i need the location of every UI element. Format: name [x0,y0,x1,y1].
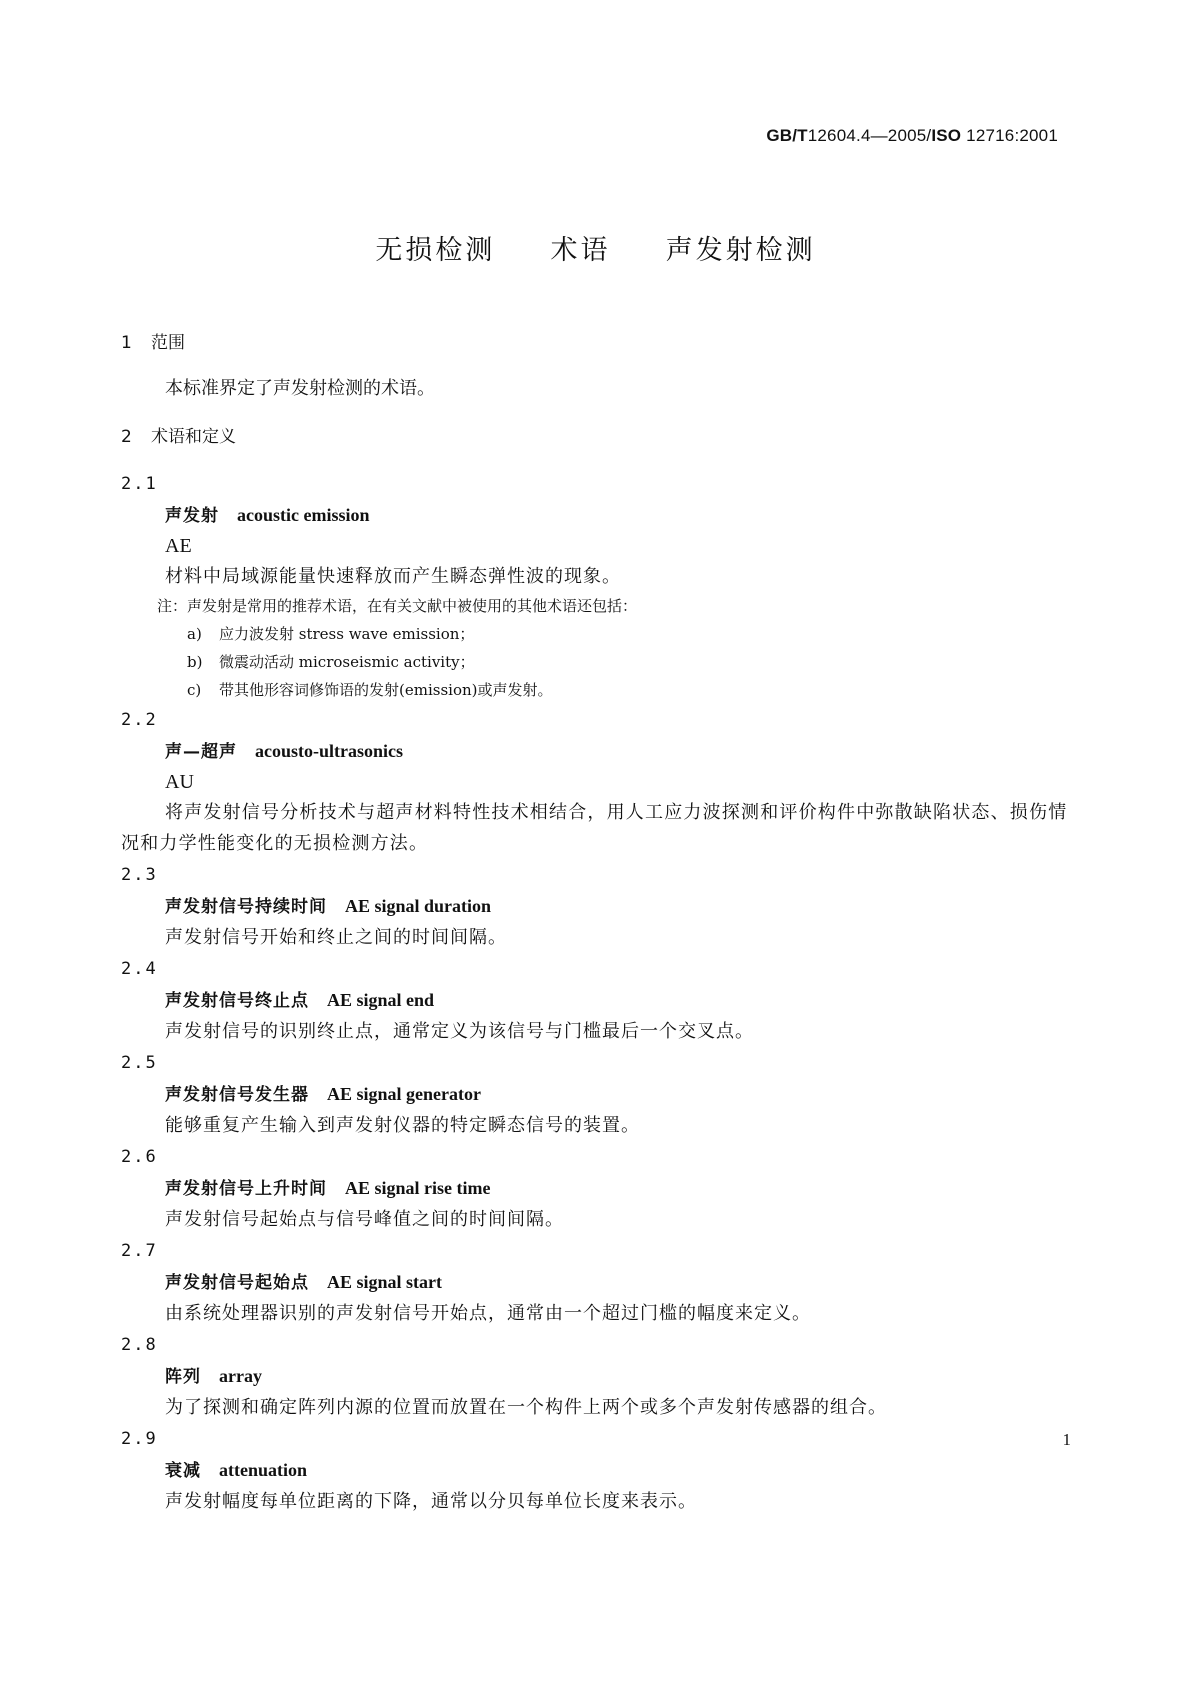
term-english: array [219,1366,262,1386]
term-entry [121,704,1071,859]
term-entry [121,1423,1071,1517]
term-entry [121,1329,1071,1423]
term-english: attenuation [219,1460,308,1480]
term-line [121,891,1071,922]
term-chinese: 声发射信号发生器 [165,1085,309,1105]
term-line [121,500,1071,531]
list-marker: b) [187,653,203,671]
term-entry [121,953,1071,1047]
term-line [121,736,1071,767]
entry-number: 2.6 [121,1147,158,1167]
term-chinese: 阵列 [165,1367,201,1387]
term-note: 注：声发射是常用的推荐术语，在有关文献中被使用的其他术语还包括： [157,597,638,615]
standard-code-gb-number: 12604.4—2005/ [807,126,932,145]
term-chinese: 声发射信号终止点 [165,991,309,1011]
term-english: AE signal start [327,1272,443,1292]
scope-paragraph: 本标准界定了声发射检测的术语。 [165,378,435,399]
term-abbreviation: AU [165,771,194,793]
page-number: 1 [1062,1430,1071,1449]
term-english: AE signal generator [327,1084,481,1104]
term-entry [121,468,1071,704]
entry-number: 2.9 [121,1429,158,1449]
term-chinese: 声发射信号起始点 [165,1273,309,1293]
note-list-item [121,648,1071,676]
section-2-heading [121,422,1071,452]
document-title: 无损检测 术语 声发射检测 [375,235,816,266]
entry-number: 2.2 [121,710,158,730]
term-english: AE signal duration [345,896,492,916]
standard-code [766,126,1058,146]
term-line [121,1173,1071,1204]
term-chinese: 声发射 [165,506,219,526]
term-entry [121,1141,1071,1235]
term-definition: 为了探测和确定阵列内源的位置而放置在一个构件上两个或多个声发射传感器的组合。 [165,1397,887,1418]
term-definition: 声发射信号起始点与信号峰值之间的时间间隔。 [165,1209,564,1230]
term-entry [121,859,1071,953]
term-definition: 将声发射信号分析技术与超声材料特性技术相结合，用人工应力波探测和评价构件中弥散缺陷状态、损伤情况和力学性能变化的无损检测方法。 [121,802,1068,854]
entry-number: 2.8 [121,1335,158,1355]
section-title: 范围 [151,333,185,353]
term-line [121,1361,1071,1392]
term-entry [121,1047,1071,1141]
standard-code-iso: ISO [931,126,962,145]
term-definition: 声发射信号开始和终止之间的时间间隔。 [165,927,507,948]
note-list-item [121,676,1071,704]
term-chinese: 衰减 [165,1461,201,1481]
term-english: AE signal rise time [345,1178,491,1198]
term-definition: 由系统处理器识别的声发射信号开始点，通常由一个超过门槛的幅度来定义。 [165,1303,811,1324]
entry-number: 2.1 [121,474,158,494]
entry-number: 2.3 [121,865,158,885]
term-english: acoustic emission [237,505,370,525]
list-marker: c) [187,681,202,699]
list-text: 带其他形容词修饰语的发射(emission)或声发射。 [219,681,553,699]
entry-number: 2.5 [121,1053,158,1073]
term-definition: 声发射信号的识别终止点，通常定义为该信号与门槛最后一个交叉点。 [165,1021,754,1042]
section-title: 术语和定义 [151,427,236,447]
term-entry [121,1235,1071,1329]
term-definition: 能够重复产生输入到声发射仪器的特定瞬态信号的装置。 [165,1115,640,1136]
term-line [121,1267,1071,1298]
term-definition: 声发射幅度每单位距离的下降，通常以分贝每单位长度来表示。 [165,1491,697,1512]
section-number: 1 [121,333,132,353]
list-text: 微震动活动 microseismic activity； [219,653,475,671]
entry-number: 2.7 [121,1241,158,1261]
list-marker: a) [187,625,202,643]
term-line [121,1455,1071,1486]
term-chinese: 声—超声 [165,742,237,762]
term-chinese: 声发射信号上升时间 [165,1179,327,1199]
term-abbreviation: AE [165,535,192,557]
standard-code-iso-number: 12716:2001 [966,126,1058,145]
section-1-heading [121,328,1071,358]
standard-code-gb: GB/T [766,126,808,145]
section-number: 2 [121,427,132,447]
term-line [121,1079,1071,1110]
entry-number: 2.4 [121,959,158,979]
term-definition: 材料中局域源能量快速释放而产生瞬态弹性波的现象。 [165,566,621,587]
term-line [121,985,1071,1016]
list-text: 应力波发射 stress wave emission； [219,625,475,643]
document-body [121,328,1071,1517]
term-chinese: 声发射信号持续时间 [165,897,327,917]
note-list-item [121,620,1071,648]
term-english: AE signal end [327,990,435,1010]
term-english: acousto-ultrasonics [255,741,403,761]
